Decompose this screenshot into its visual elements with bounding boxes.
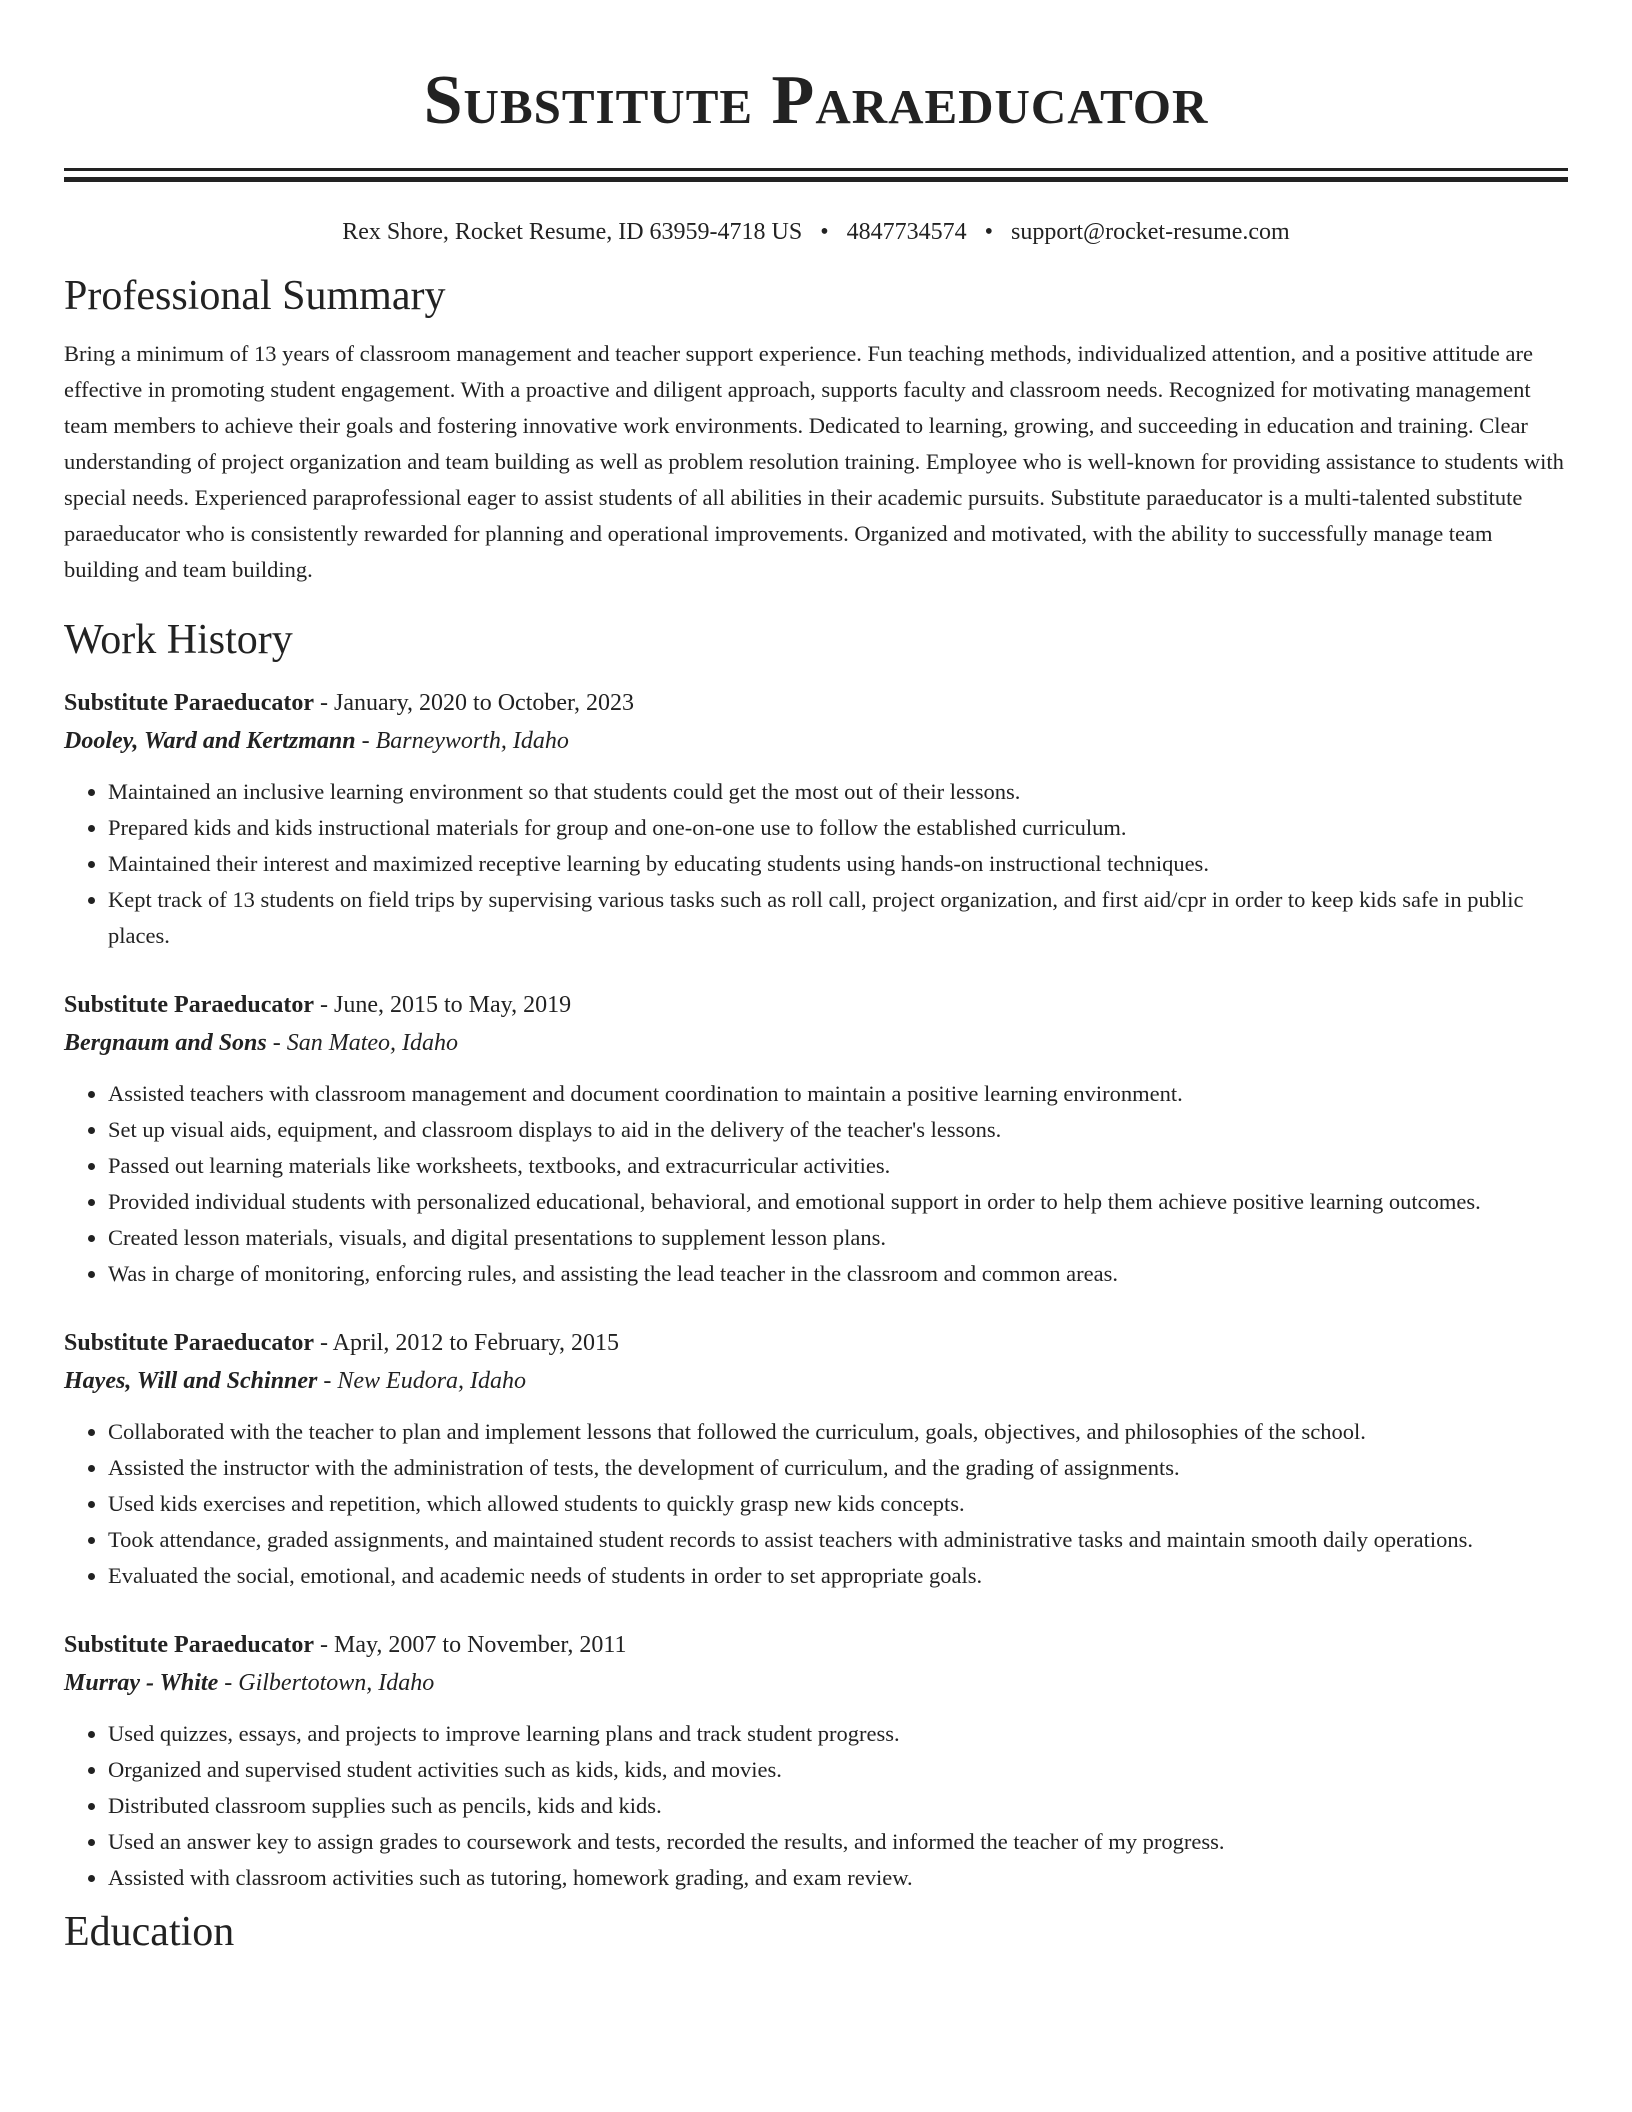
job-duties-list (64, 1716, 1568, 1896)
job-dates: - January, 2020 to October, 2023 (313, 690, 635, 716)
company-location: - San Mateo, Idaho (266, 1030, 459, 1056)
company-name: Dooley, Ward and Kertzmann (64, 728, 356, 754)
job-duty: • Maintained their interest and maximized receptive learning by educating students using hands-on instructional techniques. (108, 846, 1568, 882)
section-heading-education: Education (64, 1909, 235, 1955)
job-dates: - April, 2012 to February, 2015 (313, 1330, 620, 1356)
job-title-line (64, 1626, 1568, 1664)
contact-line (64, 216, 1568, 248)
company-location: - New Eudora, Idaho (317, 1368, 527, 1394)
job-duty: • Prepared kids and kids instructional materials for group and one-on-one use to follow the established curriculum. (108, 810, 1568, 846)
job-title: Substitute Paraeducator (64, 1632, 314, 1658)
contact-phone: 4847734574 (846, 219, 967, 245)
job-duty: • Created lesson materials, visuals, and digital presentations to supplement lesson plans. (108, 1220, 1568, 1256)
job-duty: • Assisted the instructor with the administration of tests, the development of curriculum, and the grading of assignments. (108, 1450, 1568, 1486)
job-duty: • Kept track of 13 students on field trips by supervising various tasks such as roll call, project organization, and first aid/cpr in order to keep kids safe in public places. (108, 882, 1568, 954)
section-heading-summary: Professional Summary (64, 273, 446, 319)
job-title-line (64, 684, 1568, 722)
company-line (64, 1362, 1568, 1400)
contact-email: support@rocket-resume.com (1011, 219, 1290, 245)
title-divider-thin (64, 168, 1568, 171)
job-title-line (64, 1324, 1568, 1362)
job-dates: - June, 2015 to May, 2019 (313, 992, 572, 1018)
job-duty: • Evaluated the social, emotional, and academic needs of students in order to set appropriate goals. (108, 1558, 1568, 1594)
job-duty: • Passed out learning materials like worksheets, textbooks, and extracurricular activities. (108, 1148, 1568, 1184)
job-duty: • Took attendance, graded assignments, and maintained student records to assist teachers with administrative tasks and maintain smooth daily operations. (108, 1522, 1568, 1558)
job-duty: • Organized and supervised student activities such as kids, kids, and movies. (108, 1752, 1568, 1788)
company-line (64, 722, 1568, 760)
job-entry (64, 684, 1568, 954)
company-name: Murray - White (64, 1670, 219, 1696)
job-duty: • Was in charge of monitoring, enforcing rules, and assisting the lead teacher in the classroom and common areas. (108, 1256, 1568, 1292)
resume-title: Substitute Paraeducator (423, 62, 1209, 139)
contact-separator: • (984, 219, 994, 245)
job-duties-list (64, 1076, 1568, 1292)
job-title: Substitute Paraeducator (64, 1330, 314, 1356)
job-title: Substitute Paraeducator (64, 992, 314, 1018)
job-entry (64, 1324, 1568, 1594)
job-duties-list (64, 774, 1568, 954)
job-duty: • Distributed classroom supplies such as pencils, kids and kids. (108, 1788, 1568, 1824)
job-entry (64, 1626, 1568, 1896)
job-duty: • Used kids exercises and repetition, which allowed students to quickly grasp new kids concepts. (108, 1486, 1568, 1522)
job-duty: • Provided individual students with personalized educational, behavioral, and emotional support in order to help them achieve positive learning outcomes. (108, 1184, 1568, 1220)
company-name: Bergnaum and Sons (64, 1030, 267, 1056)
company-name: Hayes, Will and Schinner (64, 1368, 318, 1394)
company-location: - Barneyworth, Idaho (355, 728, 569, 754)
job-duty: • Assisted teachers with classroom management and document coordination to maintain a positive learning environment. (108, 1076, 1568, 1112)
job-entry (64, 986, 1568, 1292)
job-title: Substitute Paraeducator (64, 690, 314, 716)
section-heading-work-history: Work History (64, 617, 293, 663)
job-duty: • Collaborated with the teacher to plan and implement lessons that followed the curriculum, goals, objectives, and philosophies of the school. (108, 1414, 1568, 1450)
company-line (64, 1664, 1568, 1702)
summary-text: Bring a minimum of 13 years of classroom management and teacher support experience. Fun teaching methods, individualized attention, and a positive attitude are effective in promoting student engagement. With a proactive and diligent approach, supports faculty and classroom needs. Recognized for motivating management team members to achieve their goals and fostering innovative work environments. Dedicated to learning, growing, and succeeding in education and training. Clear understanding of project organization and team building as well as problem resolution training. Employee who is well-known for providing assistance to students with special needs. Experienced paraprofessional eager to assist students of all abilities in their academic pursuits. Substitute paraeducator is a multi-talented substitute paraeducator who is consistently rewarded for planning and operational improvements. Organized and motivated, with the ability to successfully manage team building and team building. (64, 341, 1564, 582)
job-duty: • Used an answer key to assign grades to coursework and tests, recorded the results, and informed the teacher of my progress. (108, 1824, 1568, 1860)
company-location: - Gilbertotown, Idaho (218, 1670, 435, 1696)
title-divider-thick (64, 177, 1568, 182)
job-duty: • Assisted with classroom activities such as tutoring, homework grading, and exam review. (108, 1860, 1568, 1896)
job-title-line (64, 986, 1568, 1024)
job-dates: - May, 2007 to November, 2011 (313, 1632, 627, 1658)
contact-address: Rex Shore, Rocket Resume, ID 63959-4718 US (342, 219, 803, 245)
job-duties-list (64, 1414, 1568, 1594)
job-duty: • Set up visual aids, equipment, and classroom displays to aid in the delivery of the teacher's lessons. (108, 1112, 1568, 1148)
company-line (64, 1024, 1568, 1062)
contact-separator: • (820, 219, 829, 245)
job-duty: • Maintained an inclusive learning environment so that students could get the most out of their lessons. (108, 774, 1568, 810)
job-duty: • Used quizzes, essays, and projects to improve learning plans and track student progress. (108, 1716, 1568, 1752)
